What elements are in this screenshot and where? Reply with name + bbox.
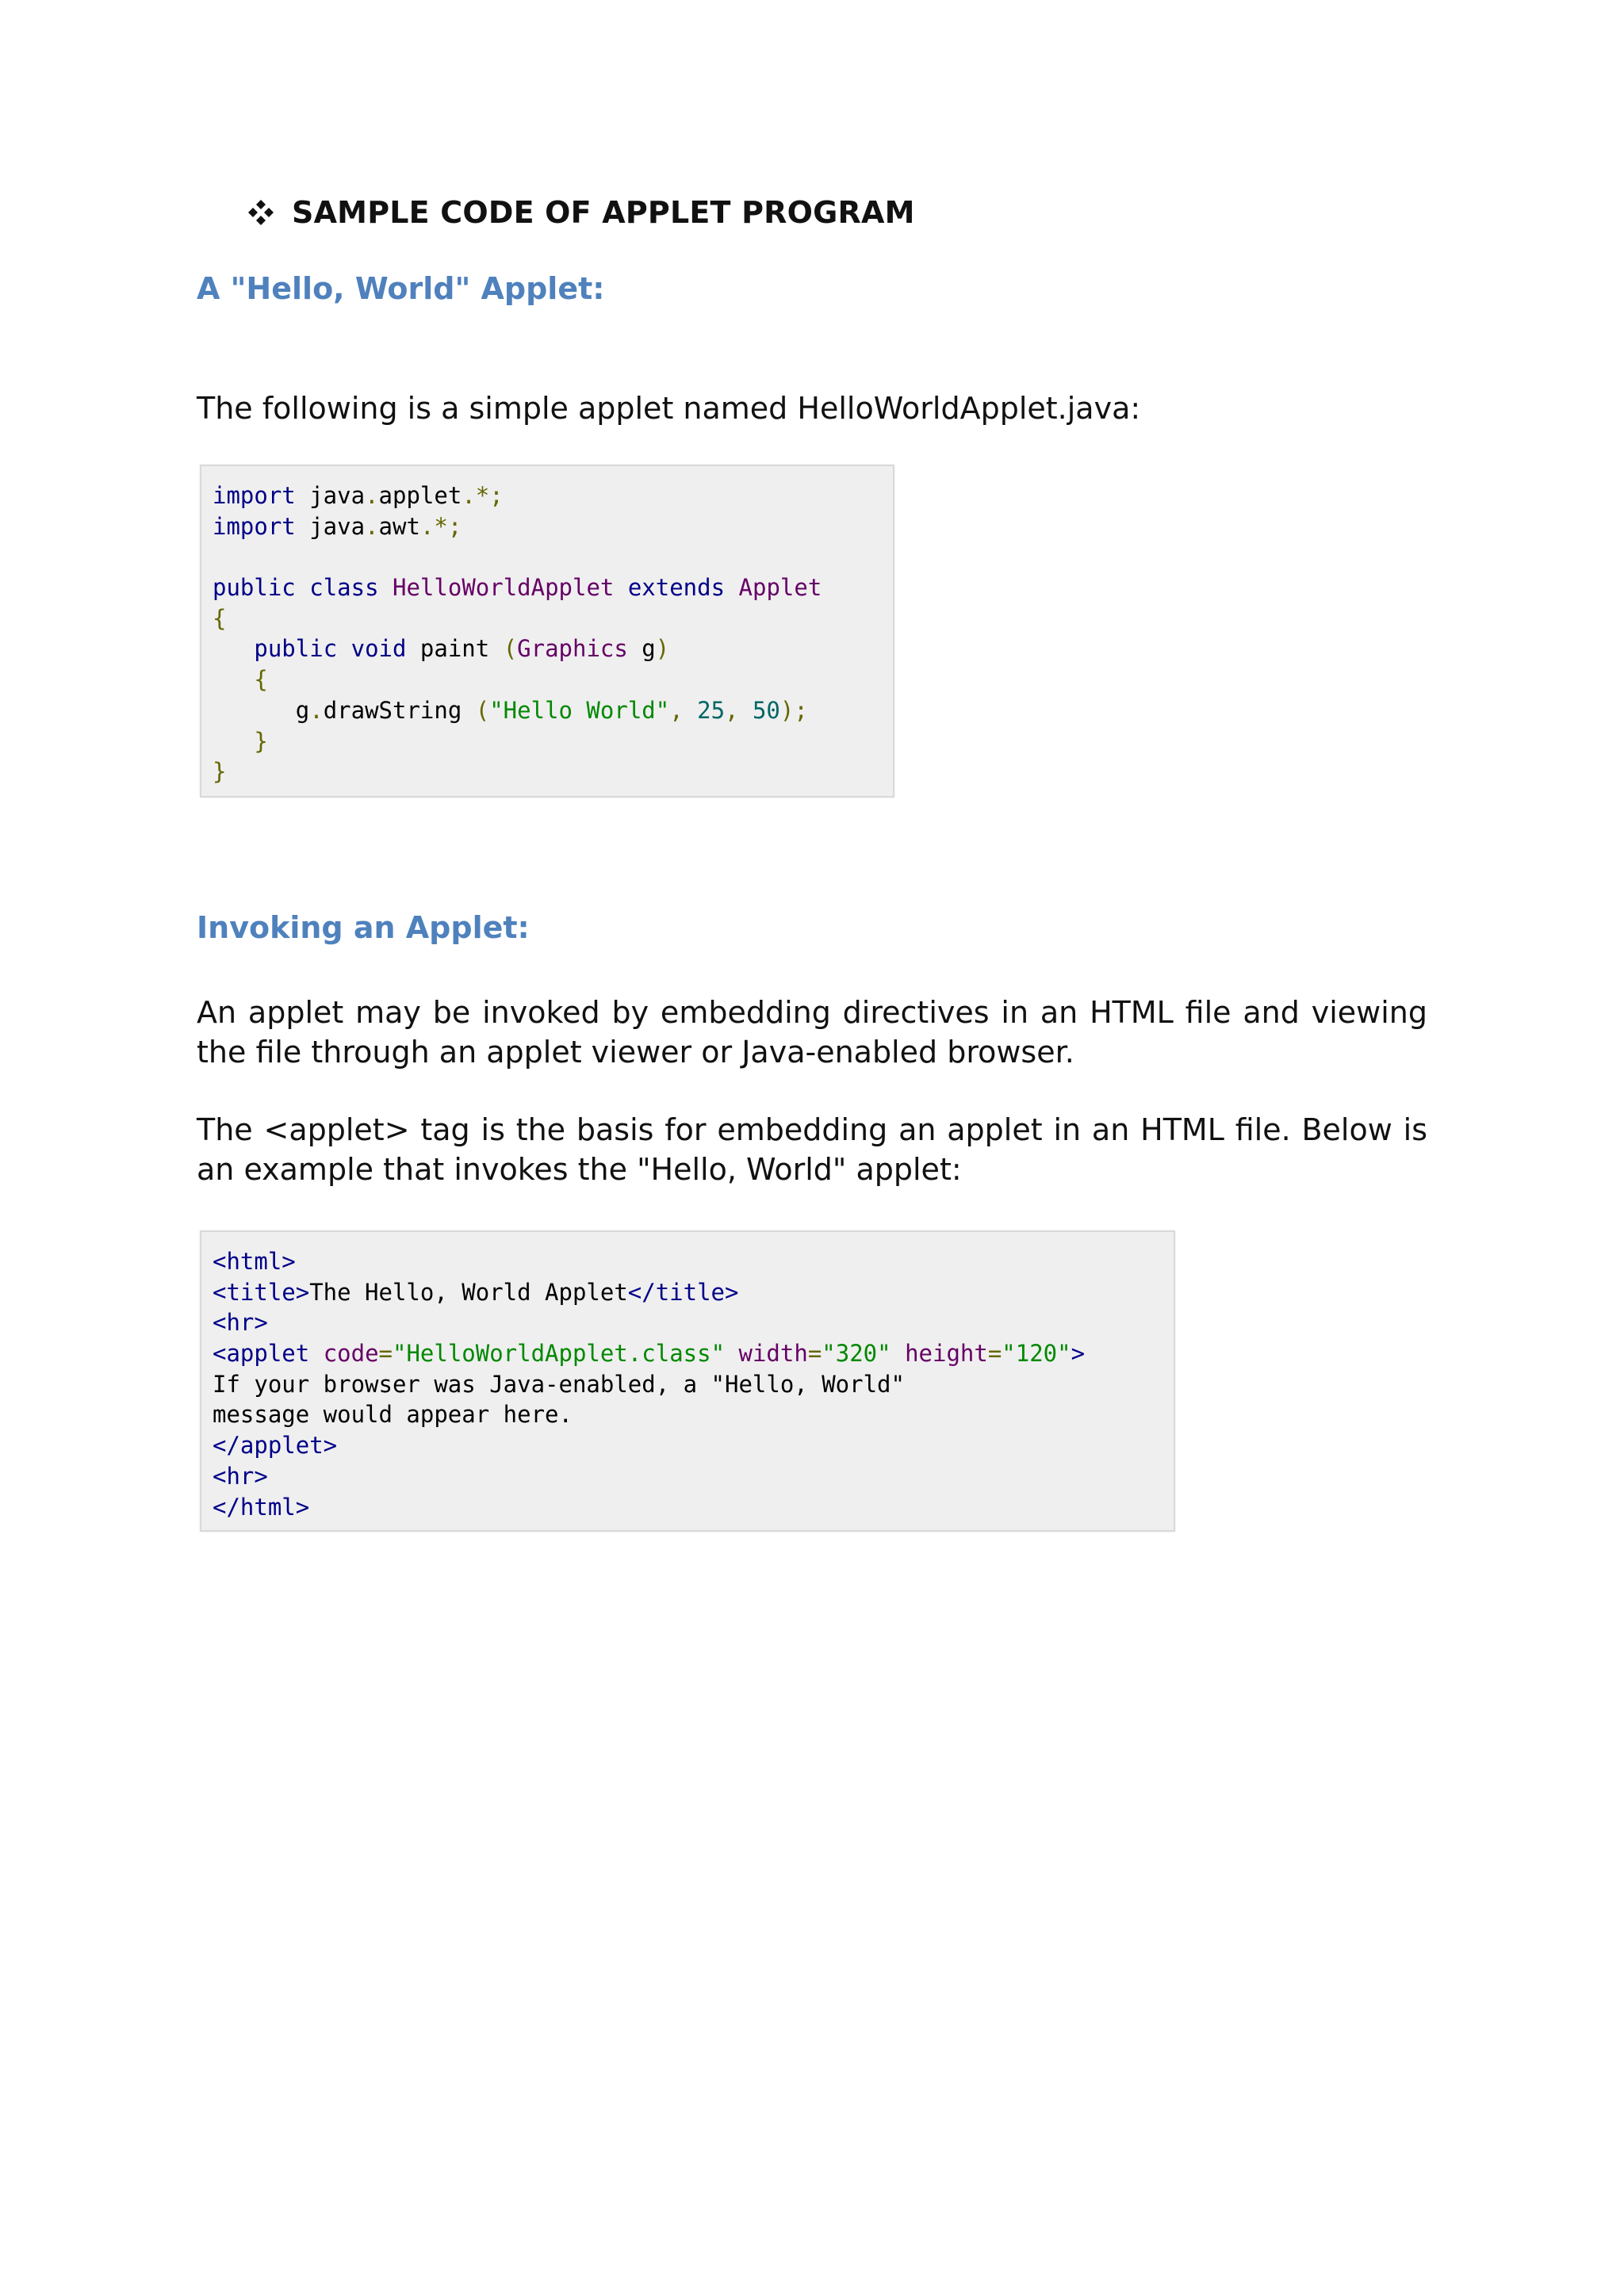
code-token: [337, 635, 350, 662]
code-token: .*;: [462, 482, 504, 509]
code-token: Applet: [738, 574, 822, 602]
code-line: [213, 541, 893, 572]
code-token: >: [1071, 1340, 1086, 1368]
code-line: [213, 1461, 1174, 1492]
code-token: import: [213, 512, 296, 540]
code-line: [213, 756, 893, 787]
code-token: .: [309, 696, 324, 724]
code-token: {: [213, 604, 227, 632]
code-token: "Hello World": [489, 696, 670, 724]
code-token: message would appear here.: [213, 1401, 573, 1429]
code-line: [213, 1307, 1174, 1338]
code-token: ): [655, 635, 670, 663]
hello-world-applet-heading: A "Hello, World" Applet:: [197, 271, 605, 306]
code-token: [891, 1340, 905, 1367]
code-token: class: [309, 574, 379, 602]
code-token: import: [213, 482, 296, 509]
code-token: <html>: [213, 1248, 296, 1275]
invoking-applet-paragraph: An applet may be invoked by embedding directives in an HTML file and viewing the file through an applet viewer or Java-enabled browser.: [197, 995, 1427, 1070]
code-token: drawString: [323, 696, 476, 724]
code-line: [213, 511, 893, 542]
code-line: [213, 726, 893, 757]
code-token: [309, 1340, 323, 1367]
code-line: [213, 1338, 1174, 1369]
code-token: If your browser was Java-enabled, a "Hello, World": [213, 1370, 905, 1398]
code-line: [213, 1430, 1174, 1461]
code-line: [213, 1369, 1174, 1400]
code-token: .: [365, 512, 379, 540]
code-line: [213, 603, 893, 634]
section-title: SAMPLE CODE OF APPLET PROGRAM: [292, 195, 915, 230]
code-token: The Hello, World Applet: [309, 1278, 628, 1306]
code-token: public: [213, 574, 296, 602]
applet-tag-paragraph: The <applet> tag is the basis for embedding an applet in an HTML file. Below is an example that invokes the "Hello, World" applet:: [197, 1112, 1427, 1187]
code-token: (: [503, 635, 518, 663]
code-token: <hr>: [213, 1462, 268, 1490]
code-token: public: [254, 635, 338, 663]
code-line: [213, 664, 893, 695]
code-token: code: [323, 1340, 379, 1368]
code-token: HelloWorldApplet: [393, 574, 615, 602]
code-token: 25: [697, 696, 726, 724]
code-line: [213, 1492, 1174, 1523]
code-line: [213, 1277, 1174, 1308]
code-token: width: [738, 1340, 808, 1368]
section-heading: [247, 195, 915, 230]
code-token: (: [475, 696, 490, 724]
code-token: 50: [752, 696, 780, 724]
code-token: .: [365, 482, 379, 509]
code-token: extends: [627, 574, 726, 602]
code-token: awt: [378, 512, 420, 540]
code-token: );: [779, 696, 808, 724]
code-token: "120": [1002, 1340, 1071, 1368]
code-token: =: [807, 1340, 822, 1368]
code-token: <title>: [213, 1278, 310, 1306]
code-line: [213, 633, 893, 664]
code-token: }: [254, 727, 268, 755]
code-token: ,: [725, 696, 753, 724]
code-token: [614, 574, 627, 601]
html-code-block: [200, 1230, 1175, 1532]
code-token: g: [627, 635, 656, 663]
code-token: <hr>: [213, 1309, 268, 1337]
code-token: .*;: [419, 512, 462, 540]
code-token: [725, 574, 738, 601]
invoking-applet-heading: Invoking an Applet:: [197, 910, 530, 945]
code-token: {: [254, 666, 268, 694]
code-token: [379, 574, 393, 601]
code-token: applet: [378, 482, 462, 509]
code-token: =: [378, 1340, 393, 1368]
code-token: =: [987, 1340, 1002, 1368]
code-token: [296, 574, 309, 601]
code-token: paint: [406, 635, 504, 663]
code-token: [213, 728, 254, 755]
code-token: [213, 666, 254, 693]
code-token: java: [295, 512, 366, 540]
code-line: [213, 480, 893, 511]
code-token: </html>: [213, 1493, 310, 1521]
four-diamond-bullet-icon: [247, 199, 274, 226]
code-token: }: [213, 758, 227, 786]
code-token: </title>: [627, 1278, 739, 1306]
java-code-block: [200, 465, 894, 798]
code-token: Graphics: [517, 635, 628, 663]
code-token: </applet>: [213, 1432, 338, 1460]
code-line: [213, 695, 893, 726]
code-token: [213, 635, 254, 662]
code-token: [725, 1340, 738, 1367]
code-token: height: [905, 1340, 988, 1368]
code-line: [213, 1246, 1174, 1277]
code-token: "HelloWorldApplet.class": [393, 1340, 726, 1368]
code-line: [213, 572, 893, 603]
code-token: java: [295, 482, 366, 509]
code-token: g: [213, 696, 310, 724]
code-token: "320": [822, 1340, 891, 1368]
code-token: ,: [669, 696, 698, 724]
code-line: [213, 1399, 1174, 1430]
code-token: <applet: [213, 1340, 310, 1368]
code-token: void: [350, 635, 407, 663]
hello-world-intro-paragraph: The following is a simple applet named HelloWorldApplet.java:: [197, 391, 1141, 426]
